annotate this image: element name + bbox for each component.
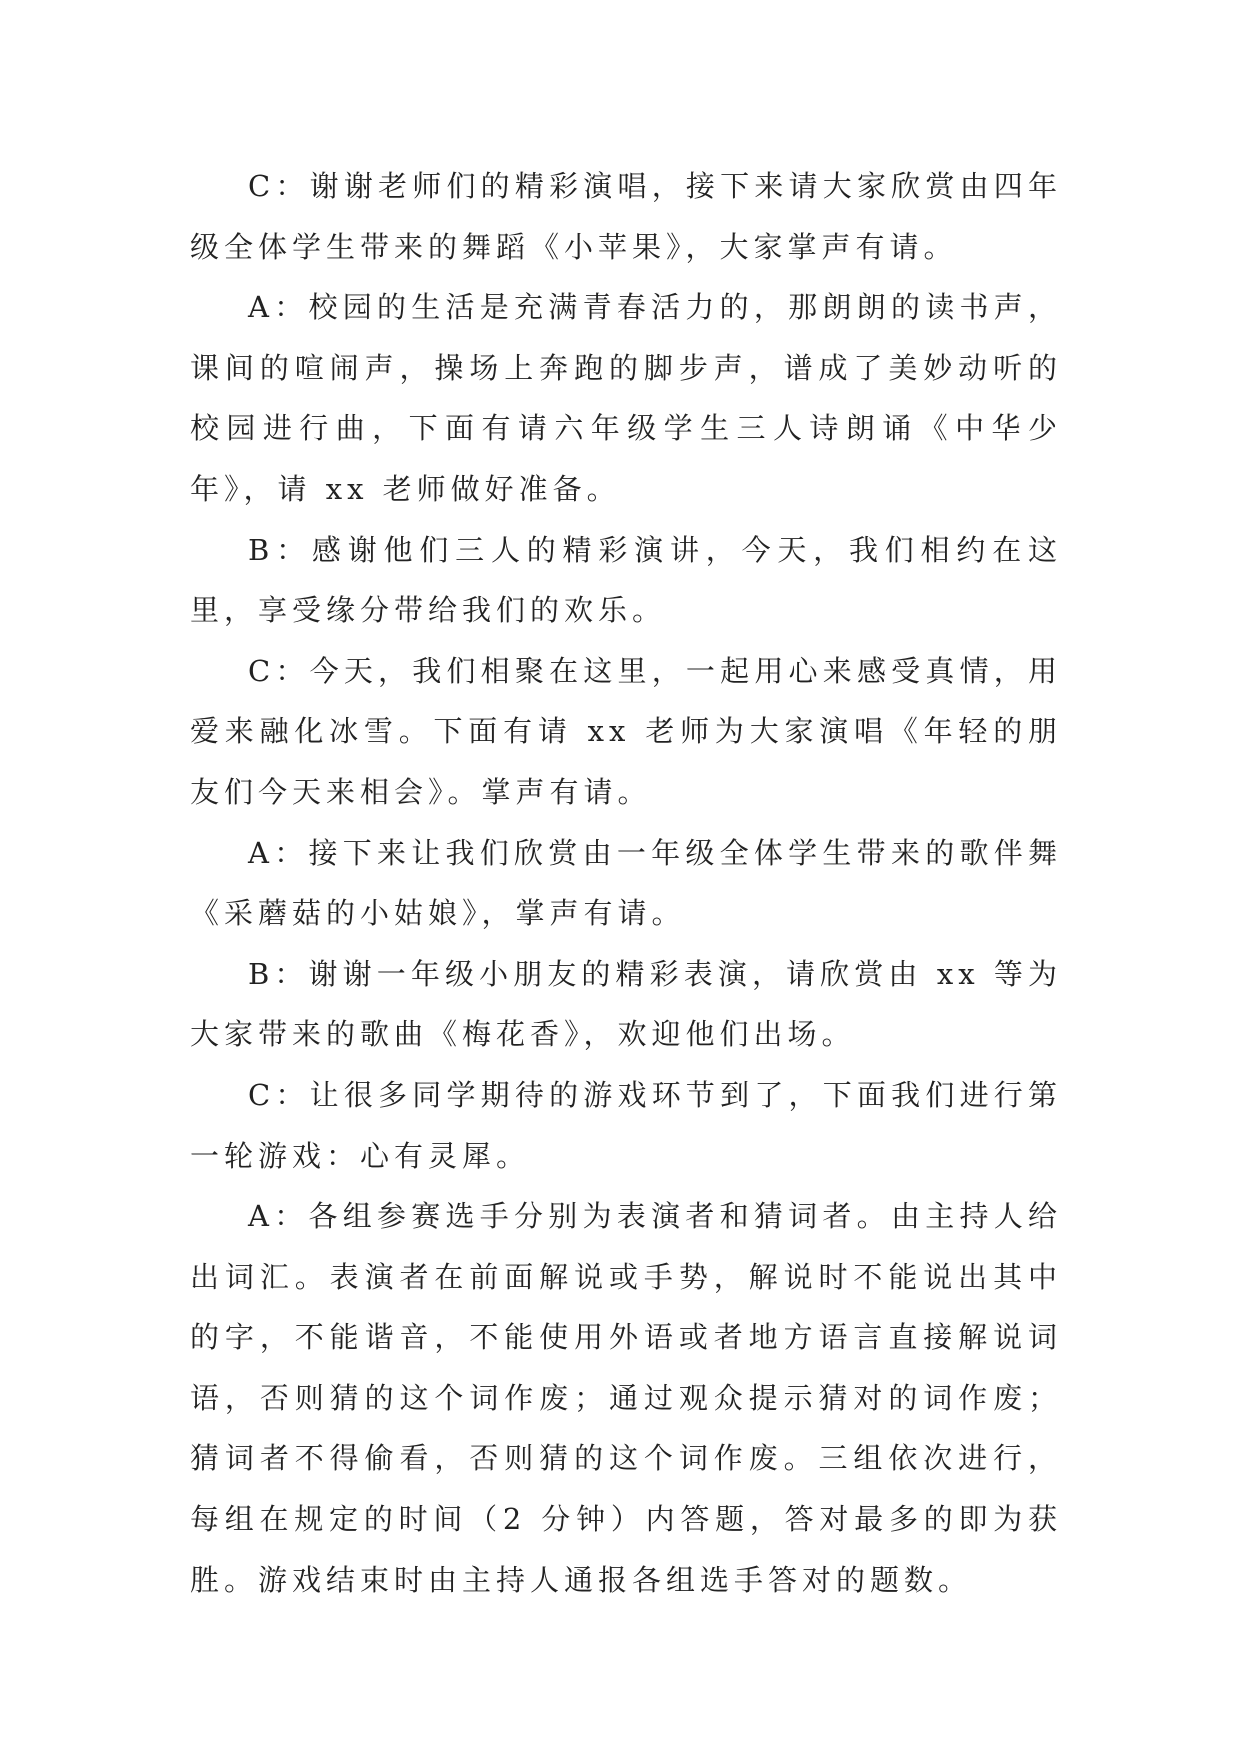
paragraph-a-campus-life: A：校园的生活是充满青春活力的，那朗朗的读书声，课间的喧闹声，操场上奔跑的脚步声，谱成了美妙动听的校园进行曲，下面有请六年级学生三人诗朗诵《中华少年》，请 xx 老师做好准备。 — [190, 290, 1062, 506]
document-body — [190, 156, 1062, 1610]
paragraph-c-thanks-teachers: C：谢谢老师们的精彩演唱，接下来请大家欣赏由四年级全体学生带来的舞蹈《小苹果》，大家掌声有请。 — [190, 169, 1062, 264]
paragraph-b-thanks-speech: B：感谢他们三人的精彩演讲，今天，我们相约在这里，享受缘分带给我们的欢乐。 — [190, 532, 1062, 628]
paragraph-c-game-intro: C：让很多同学期待的游戏环节到了，下面我们进行第一轮游戏：心有灵犀。 — [190, 1077, 1062, 1173]
paragraph-c-gather-here: C：今天，我们相聚在这里，一起用心来感受真情，用爱来融化冰雪。下面有请 xx 老师为大家演唱《年轻的朋友们今天来相会》。掌声有请。 — [190, 653, 1062, 809]
paragraph-a-first-grade-dance: A：接下来让我们欣赏由一年级全体学生带来的歌伴舞《采蘑菇的小姑娘》，掌声有请。 — [190, 835, 1062, 931]
paragraph-b-plum-song: B：谢谢一年级小朋友的精彩表演，请欣赏由 xx 等为大家带来的歌曲《梅花香》，欢迎他们出场。 — [190, 956, 1062, 1052]
paragraph-a-game-rules: A：各组参赛选手分别为表演者和猜词者。由主持人给出词汇。表演者在前面解说或手势，解说时不能说出其中的字，不能谐音，不能使用外语或者地方语言直接解说词语，否则猜的这个词作废；通过观众提示猜对的词作废；猜词者不得偷看，否则猜的这个词作废。三组依次进行，每组在规定的时间（2 分钟）内答题，答对最多的即为获胜。游戏结束时由主持人通报各组选手答对的题数。 — [190, 1199, 1062, 1597]
